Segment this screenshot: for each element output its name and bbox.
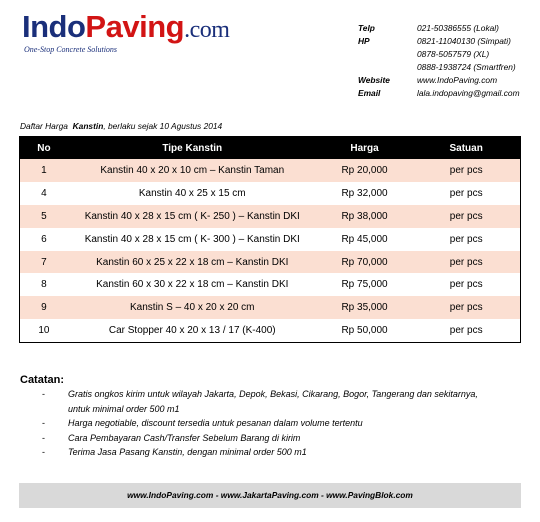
cell-satuan: per pcs (412, 159, 520, 182)
note-text: Terima Jasa Pasang Kanstin, dengan minimal order 500 m1 (68, 447, 307, 458)
contact-block (358, 22, 520, 100)
contact-label: Email (358, 88, 381, 98)
cell-no: 1 (20, 159, 68, 182)
contact-label: HP (358, 36, 370, 46)
list-item (42, 387, 482, 416)
cell-tipe: Kanstin 40 x 20 x 10 cm – Kanstin Taman (68, 159, 317, 182)
cell-harga: Rp 20,000 (317, 159, 413, 182)
column-header-tipe: Tipe Kanstin (68, 137, 317, 160)
logo-wordmark (22, 10, 229, 47)
website-link[interactable]: www.IndoPaving.com (417, 75, 498, 85)
cell-tipe: Kanstin 40 x 25 x 15 cm (68, 182, 317, 205)
bullet-dash: - (42, 389, 45, 399)
list-item (42, 416, 482, 431)
bullet-dash: - (42, 418, 45, 429)
contact-row-hp3 (358, 61, 520, 74)
cell-harga: Rp 32,000 (317, 182, 413, 205)
contact-label (358, 48, 417, 61)
cell-satuan: per pcs (412, 296, 520, 319)
cell-harga: Rp 35,000 (317, 296, 413, 319)
brand-logo (22, 10, 229, 54)
cell-no: 4 (20, 182, 68, 205)
table-row (20, 205, 521, 228)
cell-harga: Rp 70,000 (317, 251, 413, 274)
logo-paving: Paving (85, 9, 185, 44)
cell-harga: Rp 45,000 (317, 228, 413, 251)
column-header-no: No (20, 137, 68, 160)
cell-satuan: per pcs (412, 228, 520, 251)
table-row (20, 182, 521, 205)
contact-row-hp (358, 35, 520, 48)
contact-row-email (358, 87, 520, 100)
contact-value: 0888-1938724 (Smartfren) (417, 62, 516, 72)
contact-row-hp2 (358, 48, 520, 61)
cell-no: 7 (20, 251, 68, 274)
logo-indo: Indo (22, 9, 86, 44)
email-link[interactable]: lala.indopaving@gmail.com (417, 88, 520, 98)
contact-label (358, 61, 417, 74)
cell-satuan: per pcs (412, 205, 520, 228)
cell-satuan: per pcs (412, 251, 520, 274)
logo-dotcom: .com (184, 17, 230, 43)
list-item (42, 431, 482, 446)
contact-label: Telp (358, 23, 375, 33)
table-row (20, 296, 521, 319)
list-item (42, 445, 482, 460)
note-text: Gratis ongkos kirim untuk wilayah Jakarta, Depok, Bekasi, Cikarang, Bogor, Tangerang dan sekitarnya, untuk minimal order 500 m1 (68, 389, 478, 414)
cell-satuan: per pcs (412, 319, 520, 342)
contact-value: 021-50386555 (Lokal) (417, 23, 499, 33)
cell-no: 8 (20, 273, 68, 296)
subtitle-suffix: , berlaku sejak 10 Agustus 2014 (103, 121, 223, 131)
cell-no: 10 (20, 319, 68, 342)
note-text: Cara Pembayaran Cash/Transfer Sebelum Barang di kirim (68, 432, 301, 443)
cell-tipe: Kanstin 60 x 25 x 22 x 18 cm – Kanstin DKI (68, 251, 317, 274)
price-list-subtitle (20, 121, 222, 131)
cell-tipe: Car Stopper 40 x 20 x 13 / 17 (K-400) (68, 319, 317, 342)
column-header-harga: Harga (317, 137, 413, 160)
subtitle-product: Kanstin (72, 121, 104, 131)
contact-label: Website (358, 75, 390, 85)
cell-harga: Rp 50,000 (317, 319, 413, 342)
cell-tipe: Kanstin 40 x 28 x 15 cm ( K- 300 ) – Kanstin DKI (68, 228, 317, 251)
cell-no: 5 (20, 205, 68, 228)
column-header-satuan: Satuan (412, 137, 520, 160)
contact-value: 0821-11040130 (Simpati) (417, 36, 511, 46)
contact-row-website (358, 74, 520, 87)
cell-no: 9 (20, 296, 68, 319)
cell-tipe: Kanstin 40 x 28 x 15 cm ( K- 250 ) – Kanstin DKI (68, 205, 317, 228)
notes-title: Catatan: (20, 374, 65, 386)
price-table (19, 136, 521, 343)
cell-no: 6 (20, 228, 68, 251)
cell-satuan: per pcs (412, 273, 520, 296)
table-row (20, 273, 521, 296)
table-row (20, 159, 521, 182)
cell-tipe: Kanstin 60 x 30 x 22 x 18 cm – Kanstin DKI (68, 273, 317, 296)
bullet-dash: - (42, 447, 45, 458)
notes-list (42, 387, 482, 460)
subtitle-prefix: Daftar Harga (20, 121, 68, 131)
footer-links[interactable]: www.IndoPaving.com - www.JakartaPaving.com - www.PavingBlok.com (19, 483, 521, 508)
cell-harga: Rp 75,000 (317, 273, 413, 296)
cell-harga: Rp 38,000 (317, 205, 413, 228)
contact-row-telp (358, 22, 520, 35)
cell-satuan: per pcs (412, 182, 520, 205)
cell-tipe: Kanstin S – 40 x 20 x 20 cm (68, 296, 317, 319)
table-row (20, 251, 521, 274)
bullet-dash: - (42, 432, 45, 443)
note-text: Harga negotiable, discount tersedia untuk pesanan dalam volume tertentu (68, 418, 363, 429)
table-row (20, 228, 521, 251)
contact-value: 0878-5057579 (XL) (417, 49, 490, 59)
table-header-row (20, 137, 521, 160)
logo-tagline: One-Stop Concrete Solutions (24, 45, 118, 54)
table-row (20, 319, 521, 342)
